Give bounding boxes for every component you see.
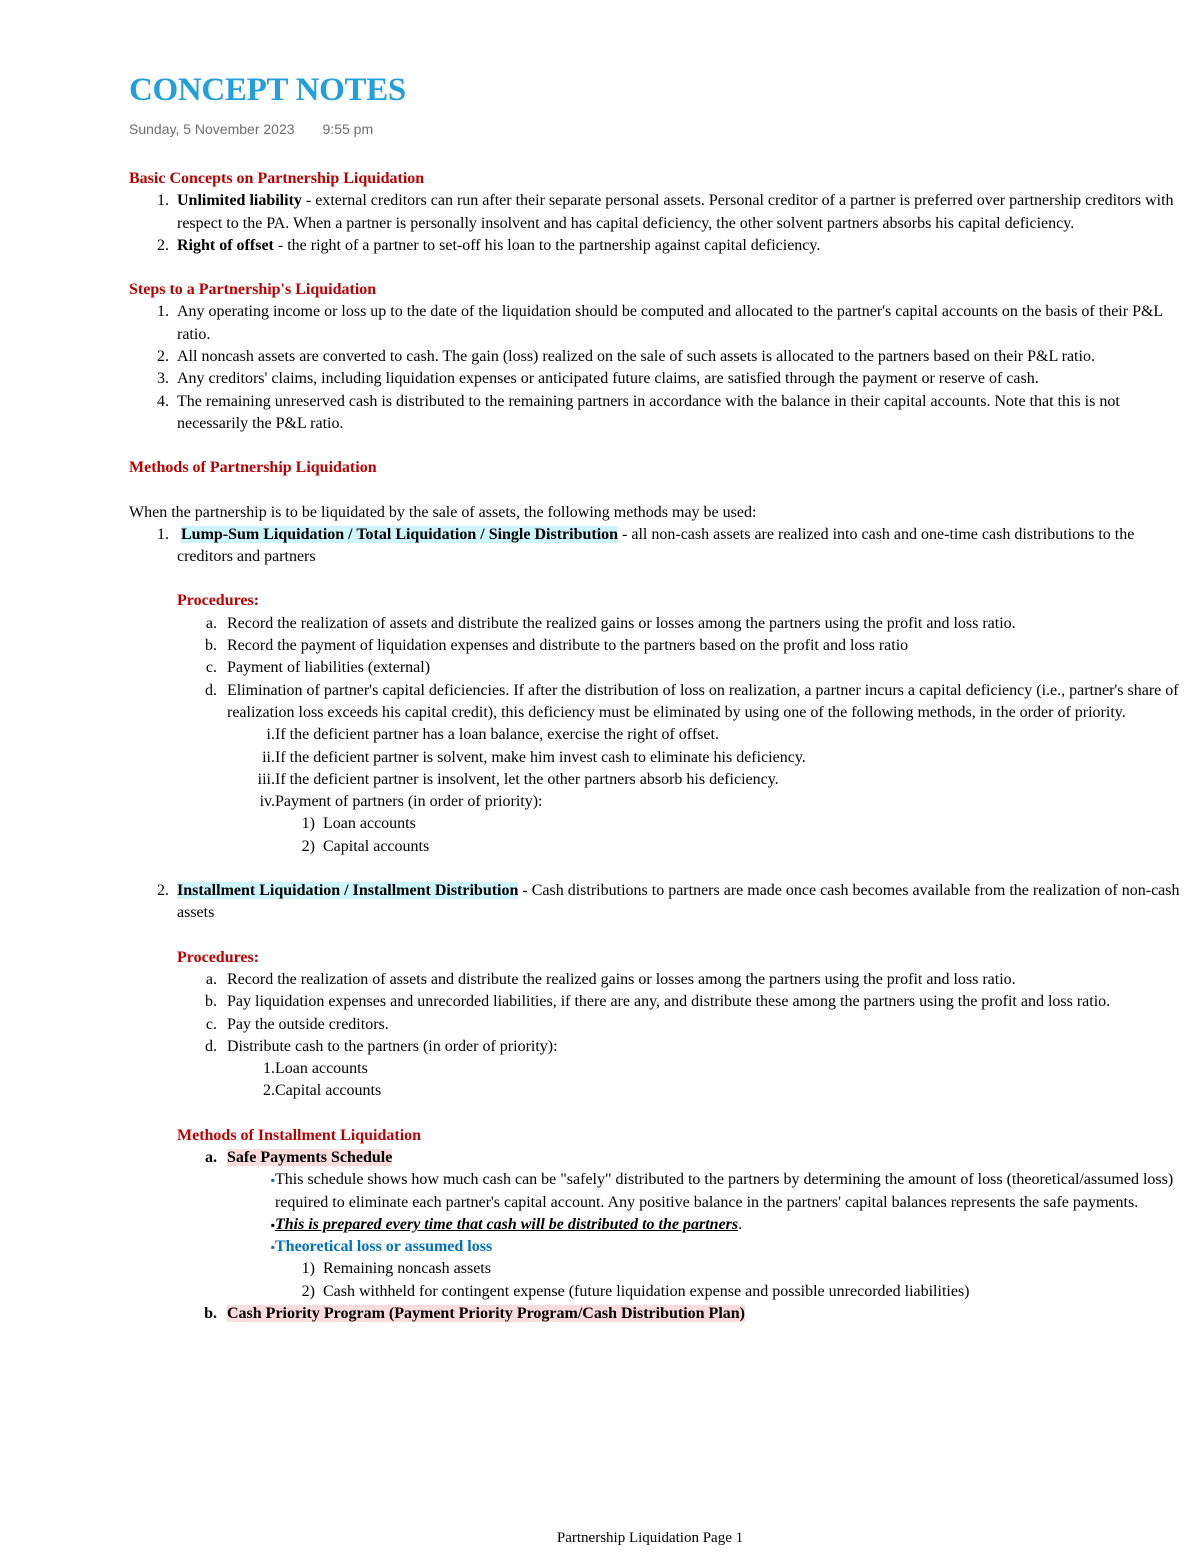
list-item: d. Distribute cash to the partners (in order of priority): xyxy=(205,1037,558,1055)
term-unlimited-liability: Unlimited liability xyxy=(177,192,302,210)
method-lump-sum: 1. Lump-Sum Liquidation / Total Liquidation / Single Distribution - all non-cash assets are realized into cash and one-time cash distributions to the creditors and partners xyxy=(157,525,1135,566)
cash-priority-item: b. Cash Priority Program (Payment Priority Program/Cash Distribution Plan) xyxy=(204,1305,745,1323)
bullet-icon: ▪ xyxy=(270,1240,275,1255)
list-item: 2) Cash withheld for contingent expense (future liquidation expense and possible unrecorded liabilities) xyxy=(301,1282,970,1300)
list-item: c. Payment of liabilities (external) xyxy=(205,659,431,677)
safe-payments-item: a. Safe Payments Schedule xyxy=(205,1148,393,1166)
list-item: 1. Any operating income or loss up to the date of the liquidation should be computed and allocated to the partner's capital accounts on the basis of their P&L ratio. xyxy=(157,303,1163,343)
note-content xyxy=(129,168,1189,1325)
list-item: ▪ This is prepared every time that cash will be distributed to the partners. xyxy=(129,1214,1189,1236)
list-item: 2. Capital accounts xyxy=(263,1082,382,1100)
methods-intro: When the partnership is to be liquidated by the sale of assets, the following methods may be used: xyxy=(129,503,757,521)
page-title: CONCEPT NOTES xyxy=(129,72,406,108)
list-item: 2) Capital accounts xyxy=(301,837,430,855)
term-lump-sum: Lump-Sum Liquidation / Total Liquidation / Single Distribution xyxy=(181,525,619,543)
note-timestamp xyxy=(129,118,373,140)
list-item: 4. The remaining unreserved cash is distributed to the remaining partners in accordance with the balance in their capital accounts. Note that this is not necessarily the P&L ratio. xyxy=(157,392,1120,432)
list-item: 1) Loan accounts xyxy=(301,815,416,833)
list-item: i. If the deficient partner has a loan balance, exercise the right of offset. xyxy=(266,726,719,744)
section-heading-steps: Steps to a Partnership's Liquidation xyxy=(129,281,377,299)
list-item: 1. Unlimited liability - external creditors can run after their separate personal assets. Personal creditor of a partner is preferred over partnership creditors with respect to the PA. When a partner is personally insolvent and has capital deficiency, the other solvent partners absorbs his capital deficiency. xyxy=(157,192,1174,232)
procedures-label: Procedures: xyxy=(177,948,260,966)
term-right-of-offset: Right of offset xyxy=(177,236,274,254)
list-item: ▪ This schedule shows how much cash can be "safely" distributed to the partners by determining the amount of loss (theoretical/assumed loss) required to eliminate each partner's capital account. Any positive balance in the partners' capital balances represents the safe payments. xyxy=(129,1169,1189,1214)
page-footer: Partnership Liquidation Page 1 xyxy=(556,1530,744,1546)
list-item: b. Record the payment of liquidation expenses and distribute to the partners based on the profit and loss ratio xyxy=(205,637,909,655)
method-installment: 2. Installment Liquidation / Installment Distribution - Cash distributions to partners are made once cash becomes available from the realization of non-cash assets xyxy=(157,882,1180,922)
procedures-label: Procedures: xyxy=(177,592,260,610)
list-item: iv. Payment of partners (in order of priority): xyxy=(259,793,543,811)
list-item: 1. Loan accounts xyxy=(263,1060,368,1078)
list-item: 2. All noncash assets are converted to cash. The gain (loss) realized on the sale of such assets is allocated to the partners based on their P&L ratio. xyxy=(157,348,1095,366)
list-item: 1) Remaining noncash assets xyxy=(301,1260,491,1278)
list-item: c. Pay the outside creditors. xyxy=(205,1015,389,1033)
note-time: 9:55 pm xyxy=(322,121,374,137)
installment-methods-heading: Methods of Installment Liquidation xyxy=(177,1126,422,1144)
term-installment: Installment Liquidation / Installment Distribution xyxy=(177,882,519,900)
note-date: Sunday, 5 November 2023 xyxy=(129,121,295,137)
list-item: a. Record the realization of assets and distribute the realized gains or losses among the partners using the profit and loss ratio. xyxy=(205,970,1016,988)
bullet-icon: ▪ xyxy=(270,1173,275,1188)
list-item: ii. If the deficient partner is solvent, make him invest cash to eliminate his deficiency. xyxy=(262,748,806,766)
list-item: d. Elimination of partner's capital deficiencies. If after the distribution of loss on realization, a partner incurs a capital deficiency (i.e., partner's share of realization loss exceeds his capital credit), this deficiency must be eliminated by using one of the following methods, in the order of priority. xyxy=(205,681,1179,721)
list-item: 3. Any creditors' claims, including liquidation expenses or anticipated future claims, are satisfied through the payment or reserve of cash. xyxy=(157,370,1039,388)
bullet-icon: ▪ xyxy=(270,1217,275,1232)
list-item: 2. Right of offset - the right of a partner to set-off his loan to the partnership against capital deficiency. xyxy=(157,236,821,254)
section-heading-methods: Methods of Partnership Liquidation xyxy=(129,459,377,477)
cash-priority-label: Cash Priority Program (Payment Priority Program/Cash Distribution Plan) xyxy=(227,1305,745,1323)
safe-payments-label: Safe Payments Schedule xyxy=(227,1148,393,1166)
section-heading-basic-concepts: Basic Concepts on Partnership Liquidation xyxy=(129,170,425,187)
list-item: ▪ Theoretical loss or assumed loss xyxy=(129,1236,1189,1258)
list-item: iii. If the deficient partner is insolvent, let the other partners absorb his deficiency. xyxy=(257,770,779,788)
list-item: b. Pay liquidation expenses and unrecorded liabilities, if there are any, and distribute these among the partners using the profit and loss ratio. xyxy=(205,993,1111,1011)
list-item: a. Record the realization of assets and distribute the realized gains or losses among the partners using the profit and loss ratio. xyxy=(205,614,1016,632)
